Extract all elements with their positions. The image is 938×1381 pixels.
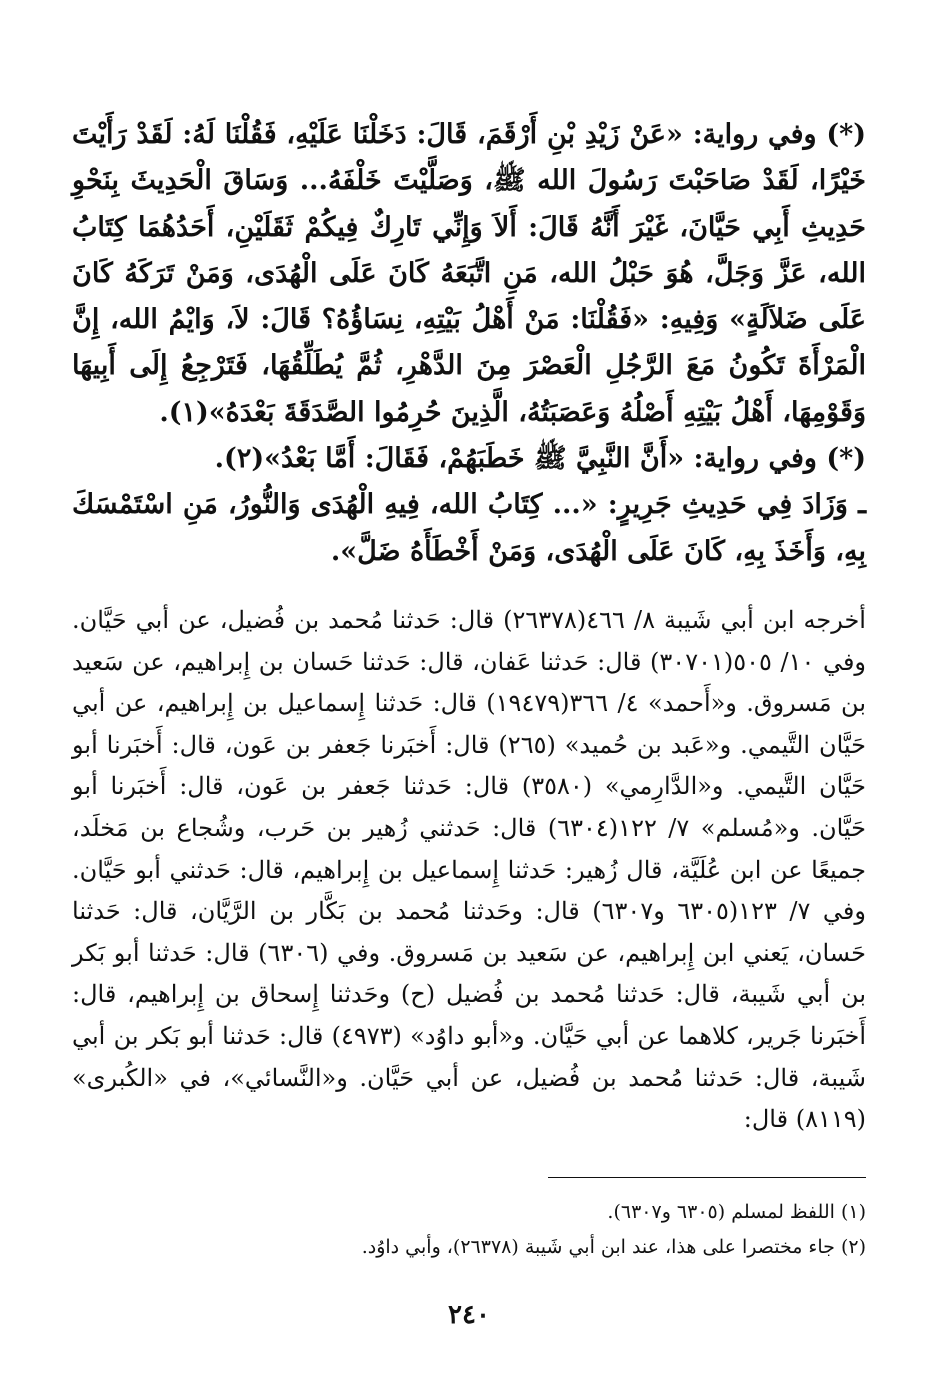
footnotes [72, 1195, 866, 1265]
takhrij-paragraph: أخرجه ابن أبي شَيبة ٨/ ٤٦٦(٢٦٣٧٨) قال: حَدثنا مُحمد بن فُضيل، عن أبي حَيَّان. وفي ١٠/ ٥٠٥(٣٠٧٠١) قال: حَدثنا عَفان، قال: حَدثنا حَسان بن إِبراهيم، عن سَعيد بن مَسروق. و«أَحمد» ٤/ ٣٦٦(١٩٤٧٩) قال: حَدثنا إِسماعيل بن إِبراهيم، عن أبي حَيَّان التَّيمي. و«عَبد بن حُميد» (٢٦٥) قال: أَخبَرنا جَعفر بن عَون، قال: أَخبَرنا أبو حَيَّان التَّيمي. و«الدَّارِمي» (٣٥٨٠) قال: حَدثنا جَعفر بن عَون، قال: أَخبَرنا أبو حَيَّان. و«مُسلم» ٧/ ١٢٢(٦٣٠٤) قال: حَدثني زُهير بن حَرب، وشُجاع بن مَخلَد، جميعًا عن ابن عُلَيَّة، قال زُهير: حَدثنا إِسماعيل بن إِبراهيم، قال: حَدثني أبو حَيَّان. وفي ٧/ ١٢٣(٦٣٠٥ و٦٣٠٧) قال: وحَدثنا مُحمد بن بَكَّار بن الرَّيَّان، قال: حَدثنا حَسان، يَعني ابن إِبراهيم، عن سَعيد بن مَسروق. وفي (٦٣٠٦) قال: حَدثنا أبو بَكر بن أبي شَيبة، قال: حَدثنا مُحمد بن فُضيل (ح) وحَدثنا إِسحاق بن إِبراهيم، قال: أَخبَرنا جَرير، كلاهما عن أبي حَيَّان. و«أبو داوُد» (٤٩٧٣) قال: حَدثنا أبو بَكر بن أبي شَيبة، قال: حَدثنا مُحمد بن فُضيل، عن أبي حَيَّان. و«النَّسائي»، في «الكُبرى» (٨١١٩) قال: [72, 606, 867, 1134]
footnote: (١) اللفظ لمسلم (٦٣٠٥ و٦٣٠٧). [607, 1201, 866, 1223]
hadith-variant-paragraph: (*) وفي رواية: «أَنَّ النَّبِيَّ ﷺ خَطَبَهُمْ، فَقَالَ: أَمَّا بَعْدُ»(٢). [214, 443, 866, 475]
hadith-variant-paragraph: (*) وفي رواية: «عَنْ زَيْدِ بْنِ أَرْقَمَ، قَالَ: دَخَلْنَا عَلَيْهِ، فَقُلْنَا لَهُ: لَقَدْ رَأَيْتَ خَيْرًا، لَقَدْ صَاحَبْتَ رَسُولَ الله ﷺ، وَصَلَّيْتَ خَلْفَهُ... وَسَاقَ الْحَدِيثَ بِنَحْوِ حَدِيثِ أَبِي حَيَّانَ، غَيْرَ أَنَّهُ قَالَ: أَلاَ وَإِنِّي تَارِكٌ فِيكُمْ ثَقَلَيْنِ، أَحَدُهُمَا كِتَابُ الله، عَزَّ وَجَلَّ، هُوَ حَبْلُ الله، مَنِ اتَّبَعَهُ كَانَ عَلَى الْهُدَى، وَمَنْ تَرَكَهُ كَانَ عَلَى ضَلاَلَةٍ» وَفِيهِ: «فَقُلْنَا: مَنْ أَهْلُ بَيْتِهِ، نِسَاؤُهُ؟ قَالَ: لاَ، وَايْمُ الله، إِنَّ الْمَرْأَةَ تَكُونُ مَعَ الرَّجُلِ الْعَصْرَ مِنَ الدَّهْرِ، ثُمَّ يُطَلِّقُهَا، فَتَرْجِعُ إِلَى أَبِيهَا وَقَوْمِهَا، أَهْلُ بَيْتِهِ أَصْلُهُ وَعَصَبَتُهُ، الَّذِينَ حُرِمُوا الصَّدَقَةَ بَعْدَهُ»(١). [72, 119, 866, 428]
main-text [72, 112, 866, 575]
footnote: (٢) جاء مختصرا على هذا، عند ابن أبي شَيبة (٢٦٣٧٨)، وأبي داوُد. [361, 1236, 866, 1258]
footnote-separator [548, 1177, 866, 1178]
hadith-variant-paragraph: ـ وَزَادَ فِي حَدِيثِ جَرِيرٍ: «... كِتَابُ الله، فِيهِ الْهُدَى وَالنُّورُ، مَنِ اسْتَمْسَكَ بِهِ، وَأَخَذَ بِهِ، كَانَ عَلَى الْهُدَى، وَمَنْ أَخْطَأَهُ ضَلَّ». [72, 489, 866, 567]
takhrij-section [72, 600, 866, 1141]
page-number: ٢٤٠ [448, 1300, 490, 1330]
